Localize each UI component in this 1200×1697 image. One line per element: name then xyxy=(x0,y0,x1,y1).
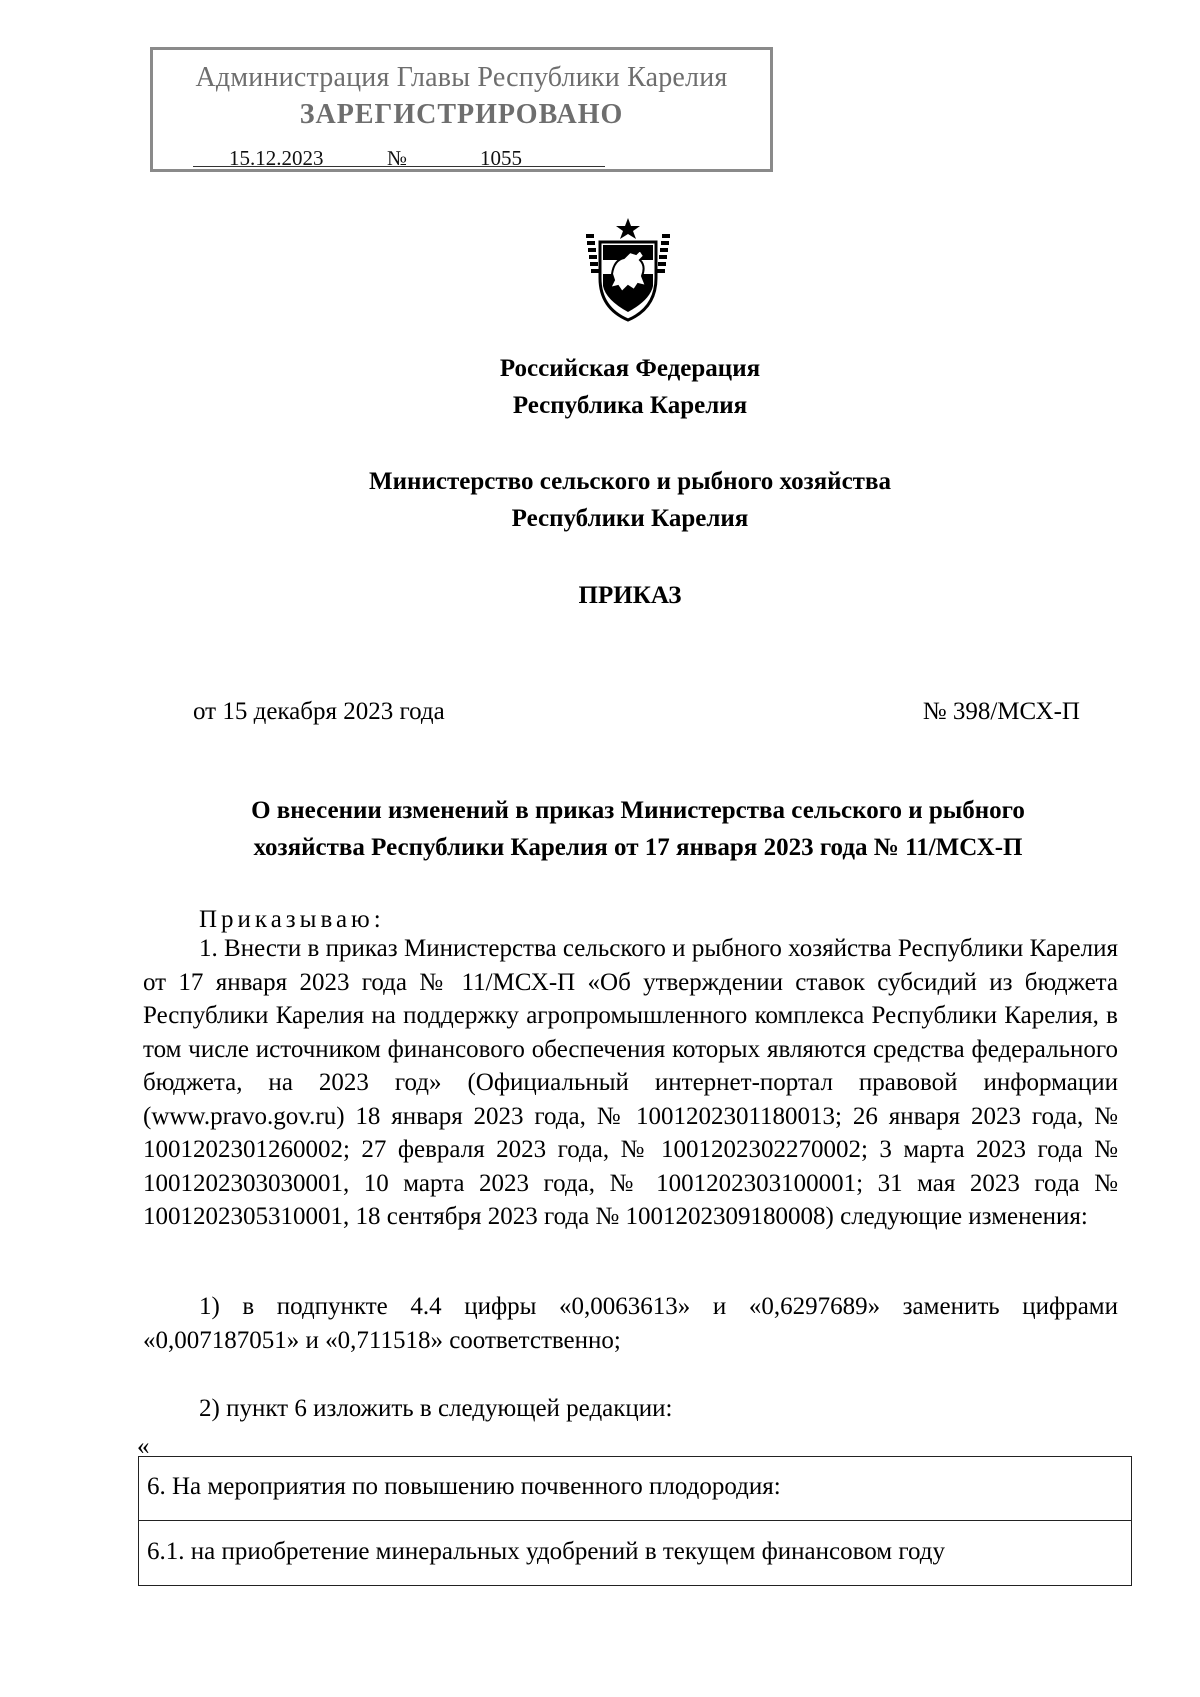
order-number: № 398/МСХ-П xyxy=(922,698,1080,725)
paragraph-2: 1) в подпункте 4.4 цифры «0,0063613» и «0,6297689» заменить цифрами «0,007187051» и «0,711518» соответственно; xyxy=(143,1293,1118,1354)
stamp-number: 1055 xyxy=(480,146,522,170)
paragraph-3: 2) пункт 6 изложить в следующей редакции: xyxy=(199,1395,673,1422)
coat-of-arms-icon xyxy=(584,216,672,323)
stamp-status: ЗАРЕГИСТРИРОВАНО xyxy=(299,99,624,130)
table-row: 6. На мероприятия по повышению почвенного плодородия: xyxy=(139,1457,1131,1521)
quote-open-mark: « xyxy=(137,1433,150,1460)
registration-stamp xyxy=(150,47,773,172)
document-type: ПРИКАЗ xyxy=(578,582,682,609)
header-ministry-line1: Министерство сельского и рыбного хозяйства xyxy=(369,468,891,495)
stamp-date: 15.12.2023 xyxy=(229,146,324,170)
stamp-organization: Администрация Главы Республики Карелия xyxy=(195,62,728,93)
paragraph-1: 1. Внести в приказ Министерства сельского и рыбного хозяйства Республики Карелия от 17 января 2023 года № 11/МСХ-П «Об утверждении ставок субсидий из бюджета Республики Карелия на поддержку агропромышленного комплекса Республики Карелия, в том числе источником финансового обеспечения которых являются средства федерального бюджета, на 2023 год» (Официальный интернет-портал правовой информации (www.pravo.gov.ru) 18 января 2023 года, № 1001202301180013; 26 января 2023 года, № 1001202301260002; 27 февраля 2023 года, № 1001202302270002; 3 марта 2023 года № 1001202303030001, 10 марта 2023 года, № 1001202303100001; 31 мая 2023 года № 1001202305310001, 18 сентября 2023 года № 1001202309180008) следующие изменения: xyxy=(143,935,1118,1230)
stamp-number-sign: № xyxy=(387,146,408,170)
table-row: 6.1. на приобретение минеральных удобрений в текущем финансовом году xyxy=(147,1538,945,1565)
header-country: Российская Федерация xyxy=(499,355,761,382)
amendment-table xyxy=(138,1456,1132,1586)
header-republic: Республика Карелия xyxy=(512,392,748,419)
order-verb: Приказываю: xyxy=(199,906,385,933)
header-ministry-line2: Республики Карелия xyxy=(511,505,749,532)
stamp-registration-line xyxy=(193,146,605,170)
order-date: от 15 декабря 2023 года xyxy=(193,698,445,725)
order-subject: О внесении изменений в приказ Министерства сельского и рыбного хозяйства Республики Карелия от 17 января 2023 года № 11/МСХ-П xyxy=(251,797,1025,861)
